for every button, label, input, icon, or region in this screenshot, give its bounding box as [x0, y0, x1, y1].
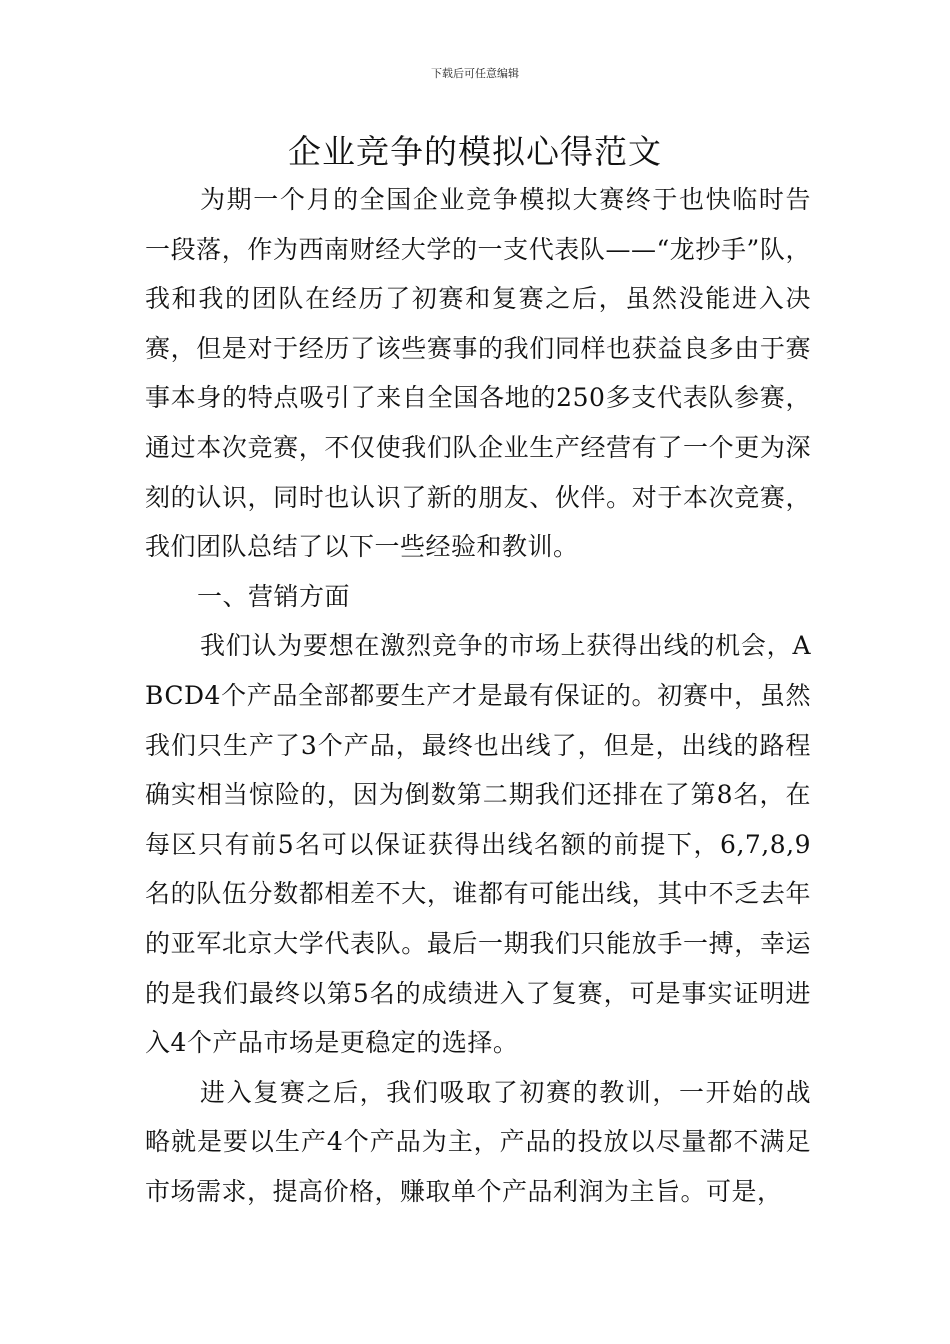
- paragraph-marketing-semifinal: 进入复赛之后，我们吸取了初赛的教训，一开始的战略就是要以生产4个产品为主，产品的投放以尽量都不满足市场需求，提高价格，赚取单个产品利润为主旨。可是，: [145, 1077, 811, 1206]
- paragraph-marketing-preliminary: 我们认为要想在激烈竞争的市场上获得出线的机会，ABCD4个产品全部都要生产才是最有保证的。初赛中，虽然我们只生产了3个产品，最终也出线了，但是，出线的路程确实相当惊险的，因为倒数第二期我们还排在了第8名，在每区只有前5名可以保证获得出线名额的前提下，6,7,8,9名的队伍分数都相差不大，谁都有可能出线，其中不乏去年的亚军北京大学代表队。最后一期我们只能放手一搏，幸运的是我们最终以第5名的成绩进入了复赛，可是事实证明进入4个产品市场是更稳定的选择。: [145, 631, 811, 1058]
- document-body: [145, 175, 811, 1216]
- paragraph-intro: 为期一个月的全国企业竞争模拟大赛终于也快临时告一段落，作为西南财经大学的一支代表队——“龙抄手”队，我和我的团队在经历了初赛和复赛之后，虽然没能进入决赛，但是对于经历了该些赛事的我们同样也获益良多由于赛事本身的特点吸引了来自全国各地的250多支代表队参赛，通过本次竞赛，不仅使我们队企业生产经营有了一个更为深刻的认识，同时也认识了新的朋友、伙伴。对于本次竞赛，我们团队总结了以下一些经验和教训。: [145, 185, 811, 562]
- section-heading-marketing: 一、营销方面: [197, 581, 351, 611]
- page-title: 企业竞争的模拟心得范文: [288, 132, 662, 171]
- header-note: 下载后可任意编辑: [431, 67, 519, 80]
